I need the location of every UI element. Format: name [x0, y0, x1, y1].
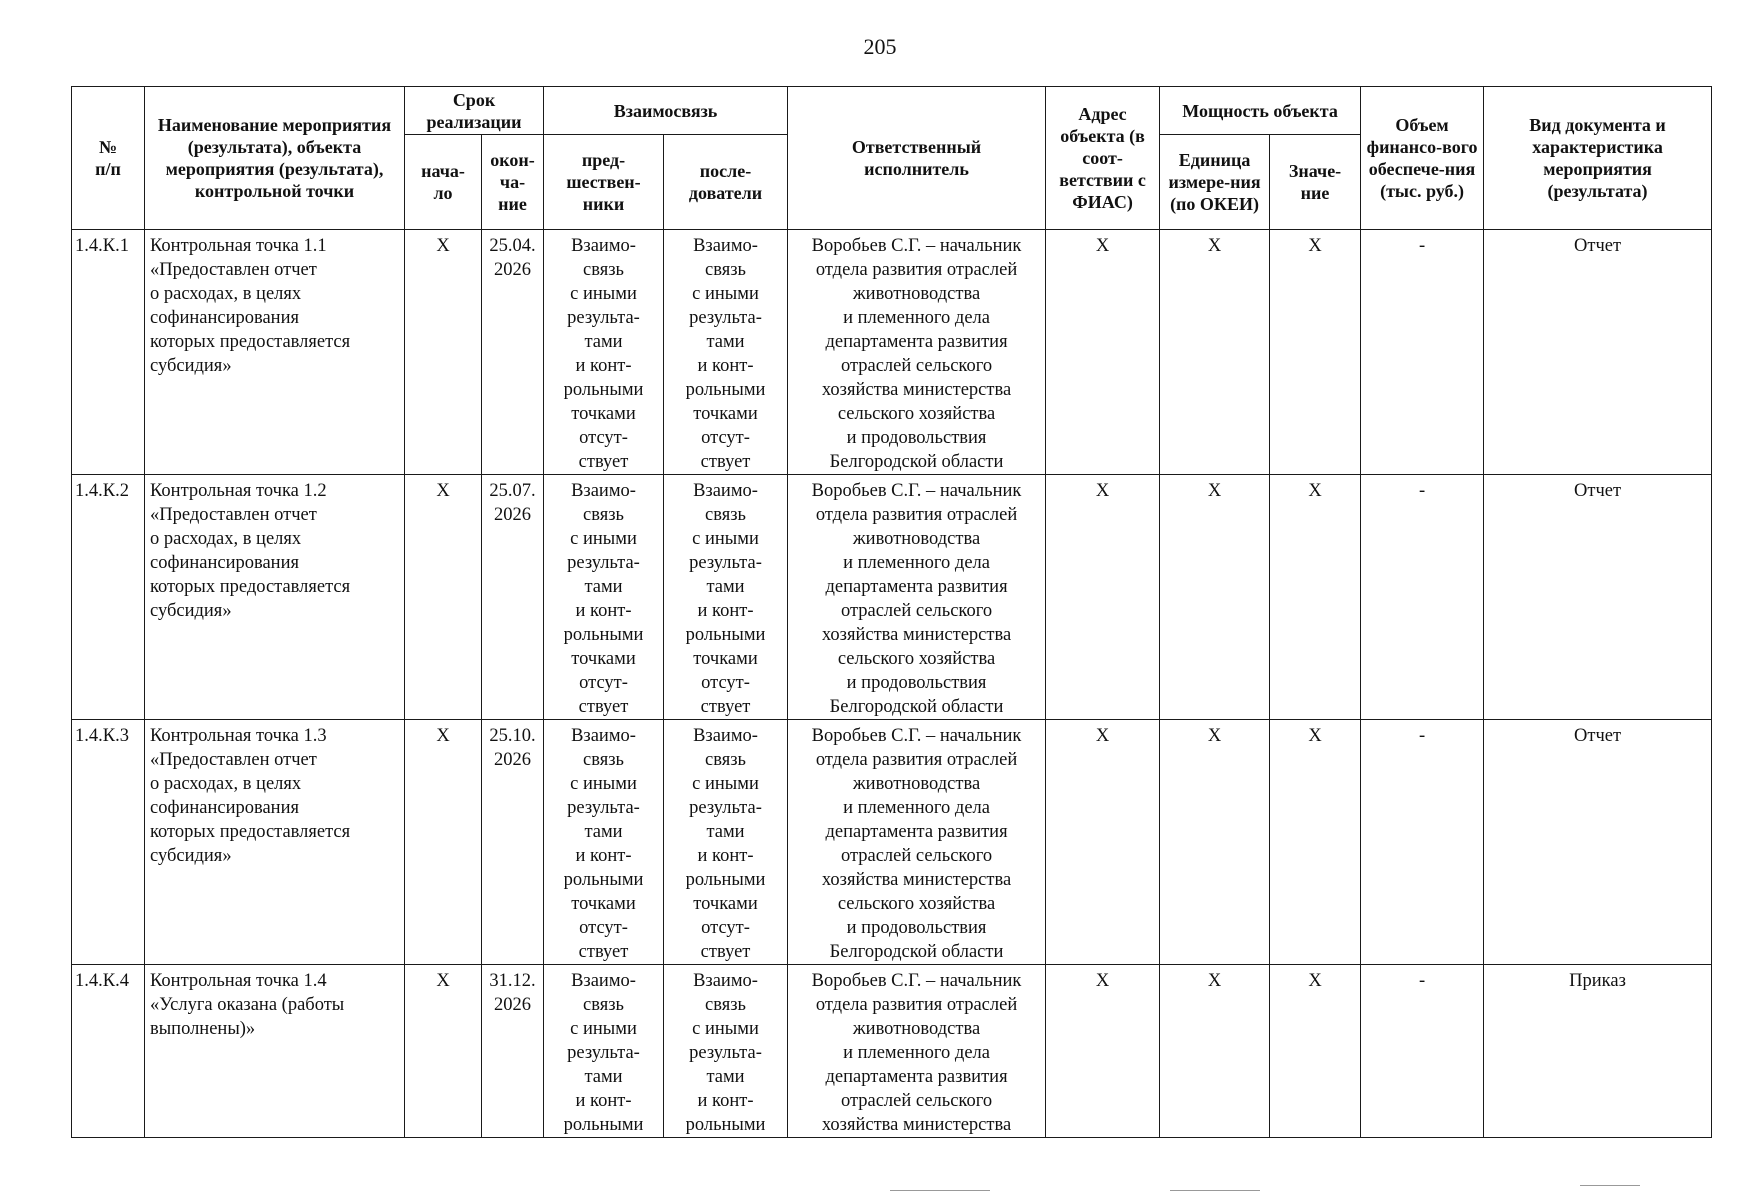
cell-address	[1046, 720, 1160, 965]
cell-num-text: 1.4.К.3	[75, 726, 129, 746]
table-row	[72, 720, 1712, 965]
cell-num-text: 1.4.К.4	[75, 971, 129, 991]
cell-predecessors-text: Взаимо- связь с иными результа- тами и конт- рольными	[563, 971, 644, 1135]
cell-responsible-text: Воробьев С.Г. – начальник отдела развития отраслей животноводства и племенного дела департамента развития отраслей сельского хозяйства министерства сельского хозяйства и продовольствия Белгородской области	[811, 236, 1022, 472]
cell-num-text: 1.4.К.1	[75, 236, 129, 256]
cell-predecessors	[544, 720, 664, 965]
cell-unit-text: Х	[1207, 481, 1222, 501]
header-finance: Объем финансо-вого обеспече-ния (тыс. руб.)	[1361, 87, 1484, 230]
cell-finance-text: -	[1418, 481, 1426, 501]
cell-successors-text: Взаимо- связь с иными результа- тами и конт- рольными точками отсут- ствует	[685, 236, 766, 472]
cell-start	[405, 475, 482, 720]
header-doc: Вид документа и характеристика мероприятия (результата)	[1484, 87, 1712, 230]
cell-unit-text: Х	[1207, 971, 1222, 991]
cell-finance-text: -	[1418, 236, 1426, 256]
cell-unit-text: Х	[1207, 726, 1222, 746]
cell-address	[1046, 965, 1160, 1138]
cell-finance-text: -	[1418, 971, 1426, 991]
table-row	[72, 965, 1712, 1138]
cell-value	[1270, 475, 1361, 720]
cell-unit-text: Х	[1207, 236, 1222, 256]
scan-artifact	[890, 1190, 990, 1191]
cell-finance-text: -	[1418, 726, 1426, 746]
scan-artifact	[1580, 1185, 1640, 1186]
cell-successors-text: Взаимо- связь с иными результа- тами и конт- рольными точками отсут- ствует	[685, 481, 766, 717]
cell-responsible-text: Воробьев С.Г. – начальник отдела развития отраслей животноводства и племенного дела департамента развития отраслей сельского хозяйства министерства сельского хозяйства и продовольствия Белгородской области	[811, 481, 1022, 717]
header-address: Адрес объекта (в соот-ветствии с ФИАС)	[1046, 87, 1160, 230]
cell-start	[405, 965, 482, 1138]
cell-successors	[664, 965, 788, 1138]
header-term-start: нача- ло	[405, 135, 482, 230]
table-row	[72, 230, 1712, 475]
cell-end	[482, 475, 544, 720]
page-number: 205	[863, 34, 897, 59]
cell-predecessors	[544, 475, 664, 720]
cell-predecessors-text: Взаимо- связь с иными результа- тами и конт- рольными точками отсут- ствует	[563, 726, 644, 962]
cell-doc-type-text: Отчет	[1574, 481, 1622, 501]
cell-responsible	[788, 230, 1046, 475]
cell-unit	[1160, 720, 1270, 965]
cell-num-text: 1.4.К.2	[75, 481, 129, 501]
cell-name-text: Контрольная точка 1.3 «Предоставлен отчет о расходах, в целях софинансирования которых предоставляется субсидия»	[150, 726, 351, 866]
table-body	[72, 230, 1712, 1138]
header-term: Срок реализации	[405, 87, 544, 135]
control-points-table	[71, 86, 1712, 1138]
cell-doc-type	[1484, 720, 1712, 965]
cell-num	[72, 720, 145, 965]
control-points-table-wrap	[71, 86, 1712, 1138]
cell-value	[1270, 230, 1361, 475]
header-relation-pred: пред- шествен- ники	[544, 135, 664, 230]
cell-end-text: 25.10. 2026	[489, 726, 536, 770]
cell-start	[405, 230, 482, 475]
cell-doc-type-text: Приказ	[1569, 971, 1626, 991]
cell-name	[145, 475, 405, 720]
cell-finance	[1361, 965, 1484, 1138]
cell-address-text: Х	[1095, 971, 1110, 991]
cell-name-text: Контрольная точка 1.4 «Услуга оказана (работы выполнены)»	[150, 971, 345, 1039]
cell-successors-text: Взаимо- связь с иными результа- тами и конт- рольными точками отсут- ствует	[685, 726, 766, 962]
cell-end	[482, 230, 544, 475]
cell-finance	[1361, 230, 1484, 475]
cell-start-text: Х	[436, 236, 450, 256]
cell-finance	[1361, 720, 1484, 965]
cell-address-text: Х	[1095, 481, 1110, 501]
cell-finance	[1361, 475, 1484, 720]
cell-end-text: 25.04. 2026	[489, 236, 536, 280]
cell-address-text: Х	[1095, 726, 1110, 746]
cell-name	[145, 720, 405, 965]
cell-unit	[1160, 230, 1270, 475]
cell-successors	[664, 475, 788, 720]
cell-end-text: 25.07. 2026	[489, 481, 536, 525]
cell-successors-text: Взаимо- связь с иными результа- тами и конт- рольными	[685, 971, 766, 1135]
cell-unit	[1160, 965, 1270, 1138]
cell-start-text: Х	[436, 481, 450, 501]
header-relation-next: после- дователи	[664, 135, 788, 230]
cell-successors	[664, 230, 788, 475]
cell-responsible-text: Воробьев С.Г. – начальник отдела развития отраслей животноводства и племенного дела департамента развития отраслей сельского хозяйства министерства сельского хозяйства и продовольствия Белгородской области	[811, 726, 1022, 962]
cell-value-text: Х	[1308, 236, 1322, 256]
cell-name-text: Контрольная точка 1.1 «Предоставлен отчет о расходах, в целях софинансирования которых предоставляется субсидия»	[150, 236, 351, 376]
header-term-end: окон- ча- ние	[482, 135, 544, 230]
cell-value-text: Х	[1308, 726, 1322, 746]
cell-start-text: Х	[436, 726, 450, 746]
table-row	[72, 475, 1712, 720]
cell-responsible	[788, 475, 1046, 720]
cell-name	[145, 230, 405, 475]
cell-address	[1046, 475, 1160, 720]
cell-start-text: Х	[436, 971, 450, 991]
header-name: Наименование мероприятия (результата), объекта мероприятия (результата), контрольной точки	[145, 87, 405, 230]
header-capacity-value: Значе- ние	[1270, 135, 1361, 230]
header-capacity: Мощность объекта	[1160, 87, 1361, 135]
header-relation: Взаимосвязь	[544, 87, 788, 135]
header-num: № п/п	[72, 87, 145, 230]
cell-responsible-text: Воробьев С.Г. – начальник отдела развития отраслей животноводства и племенного дела департамента развития отраслей сельского хозяйства министерства	[811, 971, 1022, 1135]
cell-num	[72, 230, 145, 475]
cell-end	[482, 965, 544, 1138]
cell-predecessors	[544, 230, 664, 475]
header-responsible: Ответственный исполнитель	[788, 87, 1046, 230]
cell-responsible	[788, 720, 1046, 965]
cell-doc-type	[1484, 965, 1712, 1138]
cell-end-text: 31.12. 2026	[489, 971, 536, 1015]
cell-num	[72, 965, 145, 1138]
header-capacity-unit: Единица измере-ния (по ОКЕИ)	[1160, 135, 1270, 230]
cell-doc-type	[1484, 230, 1712, 475]
cell-successors	[664, 720, 788, 965]
cell-name-text: Контрольная точка 1.2 «Предоставлен отчет о расходах, в целях софинансирования которых предоставляется субсидия»	[150, 481, 351, 621]
cell-doc-type-text: Отчет	[1574, 236, 1622, 256]
cell-start	[405, 720, 482, 965]
cell-value-text: Х	[1308, 481, 1322, 501]
cell-responsible	[788, 965, 1046, 1138]
scan-artifact	[1170, 1190, 1260, 1191]
cell-value	[1270, 720, 1361, 965]
cell-address	[1046, 230, 1160, 475]
cell-value-text: Х	[1308, 971, 1322, 991]
cell-address-text: Х	[1095, 236, 1110, 256]
cell-predecessors-text: Взаимо- связь с иными результа- тами и конт- рольными точками отсут- ствует	[563, 236, 644, 472]
cell-unit	[1160, 475, 1270, 720]
cell-doc-type	[1484, 475, 1712, 720]
cell-name	[145, 965, 405, 1138]
cell-num	[72, 475, 145, 720]
cell-value	[1270, 965, 1361, 1138]
cell-doc-type-text: Отчет	[1574, 726, 1622, 746]
cell-end	[482, 720, 544, 965]
cell-predecessors	[544, 965, 664, 1138]
cell-predecessors-text: Взаимо- связь с иными результа- тами и конт- рольными точками отсут- ствует	[563, 481, 644, 717]
